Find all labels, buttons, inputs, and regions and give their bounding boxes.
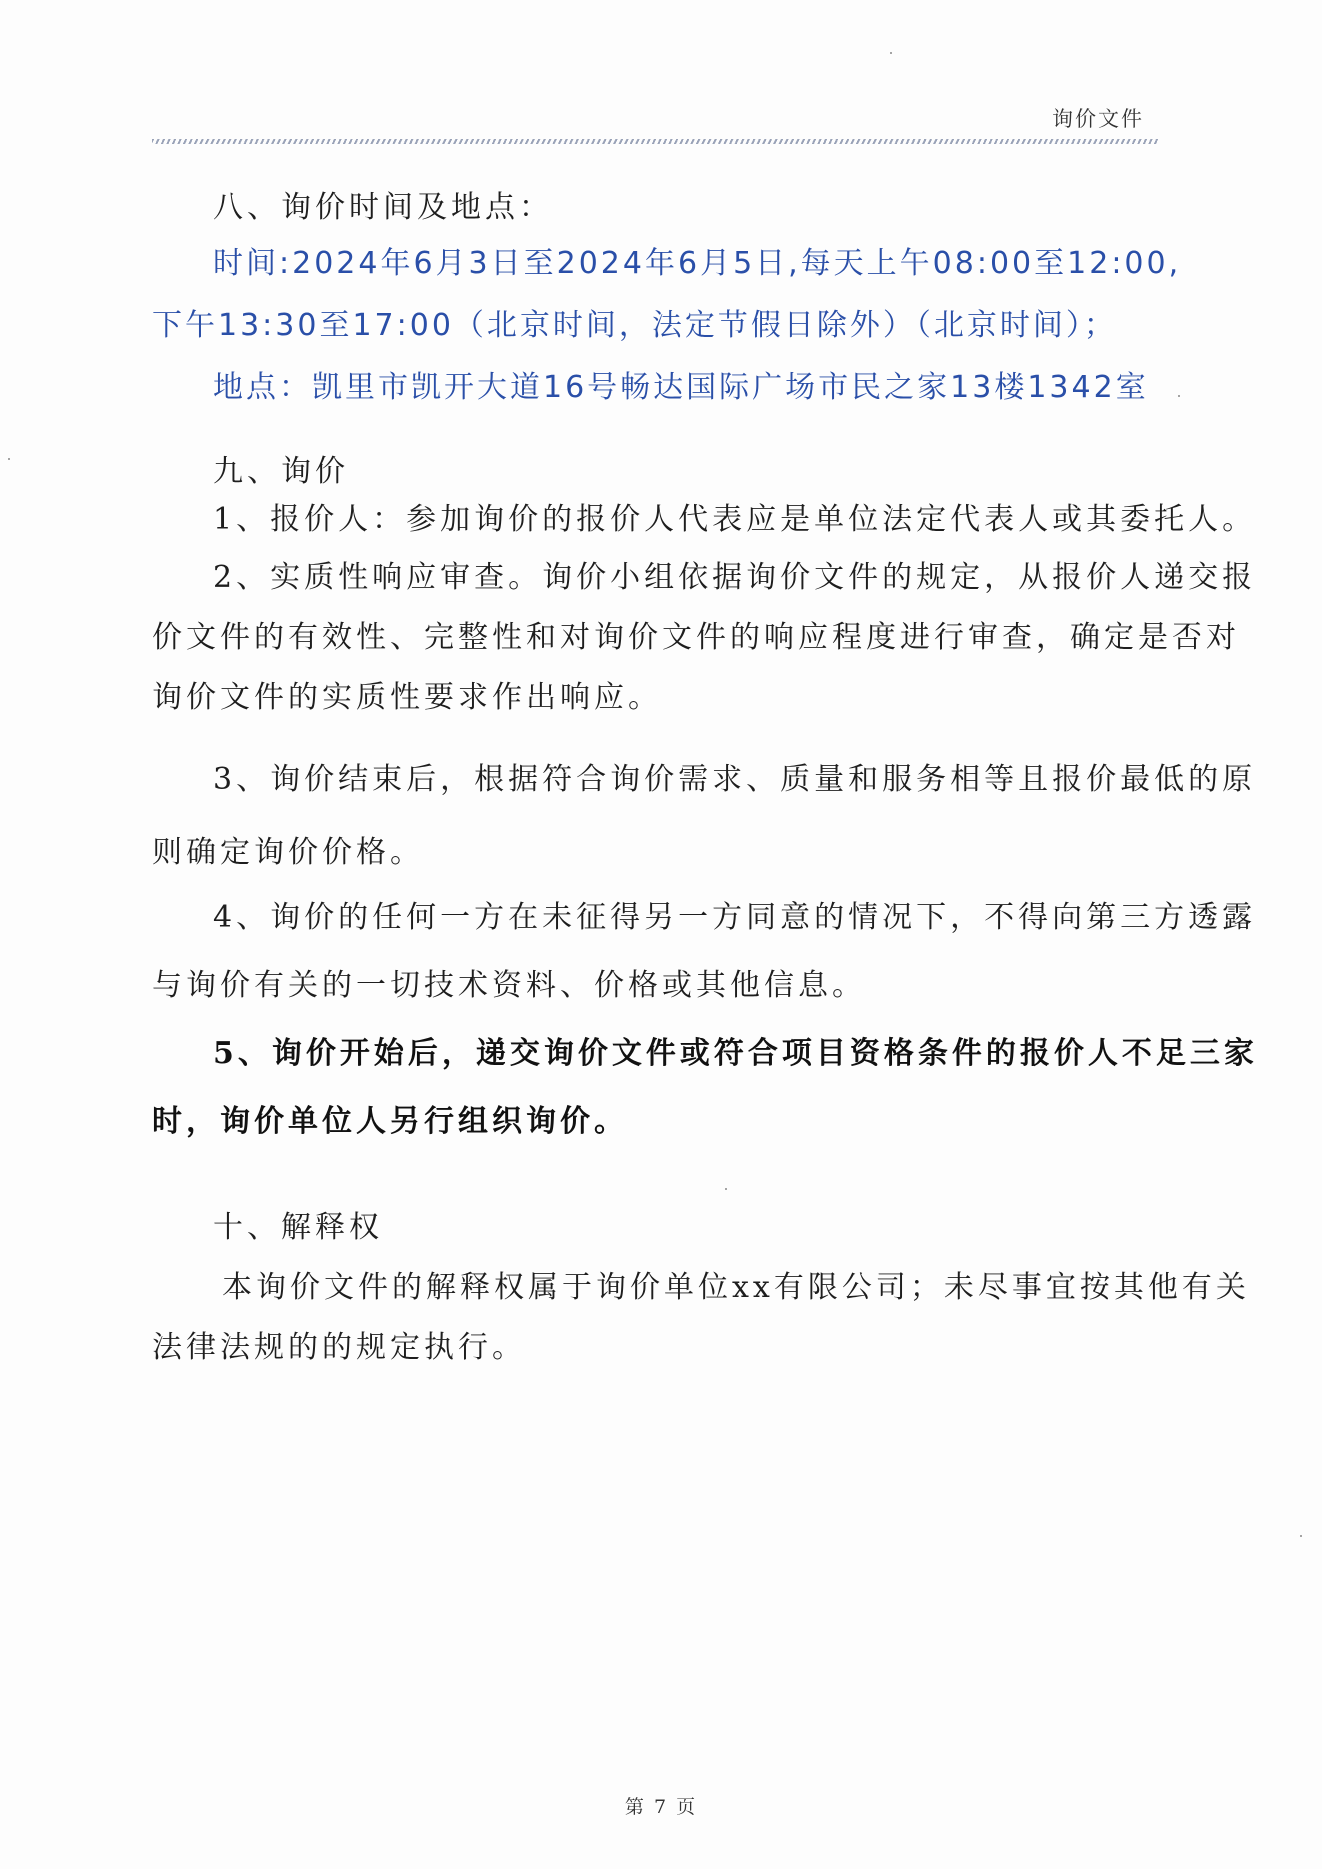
scan-speck [1300,1535,1302,1537]
section-9-item-2-line-2: 价文件的有效性、完整性和对询价文件的响应程度进行审查，确定是否对 [152,620,1240,655]
scan-speck [8,458,10,460]
section-9-item-2-line-1: 2、实质性响应审查。询价小组依据询价文件的规定，从报价人递交报 [213,560,1257,595]
section-8-location: 地点：凯里市凯开大道16号畅达国际广场市民之家13楼1342室 [213,370,1149,405]
section-9-item-2-line-3: 询价文件的实质性要求作出响应。 [152,680,662,715]
section-9-item-5-line-1: 5、询价开始后，递交询价文件或符合项目资格条件的报价人不足三家 [213,1036,1258,1071]
section-8-time-line-1: 时间:2024年6月3日至2024年6月5日,每天上午08:00至12:00, [213,246,1182,281]
section-10-text-line-2: 法律法规的的规定执行。 [152,1330,526,1365]
header-label: 询价文件 [1052,107,1144,131]
section-9-item-5-line-2: 时，询价单位人另行组织询价。 [152,1104,628,1139]
section-9-item-1: 1、报价人：参加询价的报价人代表应是单位法定代表人或其委托人。 [213,502,1257,537]
section-8-heading: 八、询价时间及地点： [213,190,553,225]
section-9-item-3-line-2: 则确定询价价格。 [152,835,424,870]
scan-speck [725,1188,727,1190]
section-10-heading: 十、解释权 [213,1210,383,1245]
section-9-item-4-line-2: 与询价有关的一切技术资料、价格或其他信息。 [152,968,866,1003]
page-number: 第 7 页 [624,1796,698,1818]
scan-speck [1178,395,1180,397]
section-10-text-line-1: 本询价文件的解释权属于询价单位xx有限公司；未尽事宜按其他有关 [222,1270,1250,1305]
section-9-item-4-line-1: 4、询价的任何一方在未征得另一方同意的情况下，不得向第三方透露 [213,900,1257,935]
scan-speck [890,52,892,54]
section-9-heading: 九、询价 [213,454,349,489]
section-9-item-3-line-1: 3、询价结束后，根据符合询价需求、质量和服务相等且报价最低的原 [213,762,1257,797]
header-divider [152,139,1158,144]
section-8-time-line-2: 下午13:30至17:00（北京时间，法定节假日除外）（北京时间）； [152,308,1117,343]
